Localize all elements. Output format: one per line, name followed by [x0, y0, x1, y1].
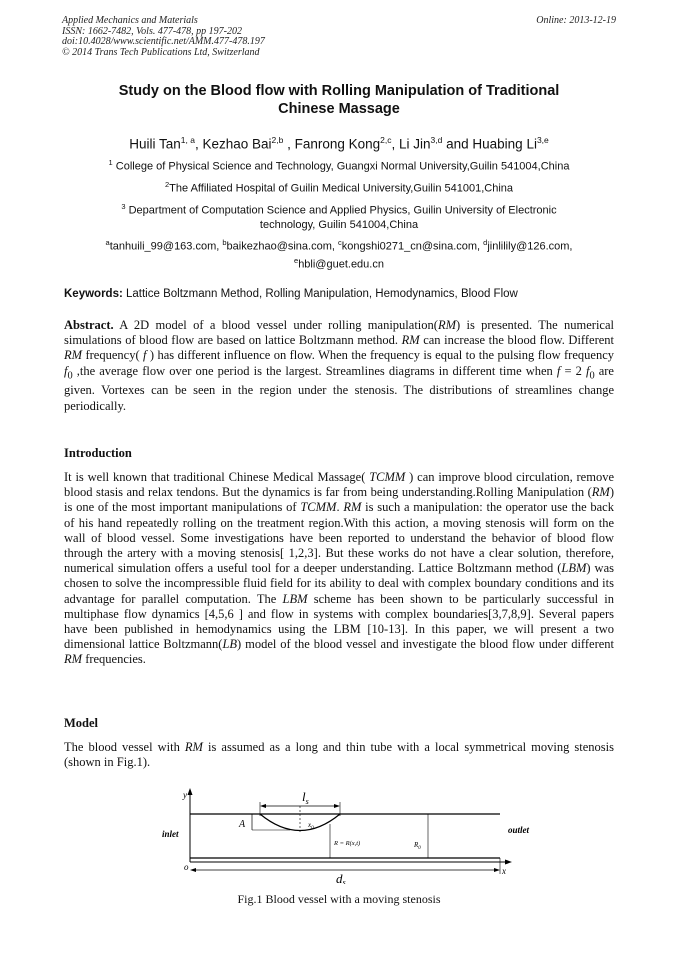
affiliation-2 — [60, 178, 618, 196]
author-sep: and — [442, 136, 473, 152]
text-run: scheme has been shown to be particularly successful in multiphase flow dynamics [4,5,6 ] and flow in systems with complex boundaries[3,7,8,9]. Several papers have been published in hemodynamics using the LBM [10-13]. In this paper, we will present a two dimensional lattice Boltzmann( — [64, 591, 614, 652]
section-heading-introduction: Introduction — [64, 446, 132, 460]
text-run: TCMM — [300, 500, 337, 515]
ds-arrow-right — [494, 868, 500, 872]
radius-label: R = R(x,t) — [334, 840, 361, 847]
outlet-label: outlet — [508, 825, 530, 835]
r0-subscript: 0 — [418, 846, 421, 851]
text-run: The blood vessel with — [64, 740, 185, 754]
text-run: RM — [343, 500, 362, 515]
aff-text: technology, Guilin 541004,China — [259, 218, 419, 231]
text-run: ) was chosen to solve the incompressible fluid field for its ability to deal with complex boundary conditions and its advantage for parallel computation. The — [64, 561, 614, 606]
section-heading-model: Model — [64, 716, 99, 730]
figure-1-blood-vessel — [150, 784, 545, 884]
text-run: is such a manipulation: the operator use the back of his hand repeatedly rolling on the treatment region.With this action, a moving stenosis will form on the wall of blood vessel. Some investigations have been reported to understand the behavior of blood flow through the artery with a moving stenosis[ 1,2,3]. But these works do not have a clear solution, therefore, numerical simulation offers a useful tool for a deeper understanding. Lattice Boltzmann method ( — [64, 500, 614, 576]
aff-sup: 2 — [165, 180, 170, 189]
text-run: 0 — [589, 370, 595, 382]
email-link[interactable]: baikezhao@sina.com, — [226, 240, 338, 253]
text-run: can increase the blood flow. Different — [419, 333, 614, 348]
abstract-label: Abstract. — [64, 318, 114, 332]
affiliation-1 — [60, 156, 618, 174]
text-run: f — [585, 363, 590, 378]
text-run: RM — [591, 485, 610, 500]
paper-title — [70, 82, 608, 118]
email-link[interactable]: tanhuili_99@163.com, — [109, 240, 223, 253]
author-sup: 3,e — [536, 135, 549, 145]
online-date: Online: 2013-12-19 — [536, 15, 616, 26]
amplitude-label: A — [239, 819, 246, 830]
text-run: A 2D model of a blood vessel under rolling manipulation( — [113, 318, 438, 332]
aff-text: The Affiliated Hospital of Guilin Medical University,Guilin 541001,China — [169, 182, 513, 195]
text-run: LBM — [561, 561, 587, 576]
affiliation-3 — [60, 200, 618, 232]
model-paragraph — [64, 740, 614, 770]
title-line-2: Chinese Massage — [278, 101, 400, 117]
keywords — [64, 287, 624, 301]
ls-symbol: l — [302, 789, 306, 804]
text-run: LB — [222, 637, 238, 652]
author-sup: 1, a — [180, 135, 195, 145]
x-axis-label: x — [502, 866, 506, 876]
author-name: Kezhao Bai — [202, 136, 272, 152]
text-run: f — [556, 363, 561, 378]
text-run: frequency( — [82, 348, 144, 363]
doi-line: doi:10.4028/www.scientific.net/AMM.477-478.197 — [62, 36, 265, 47]
text-run: 0 — [67, 370, 73, 382]
author-name: Huili Tan — [129, 136, 181, 152]
text-run: are given. Vortexes can be seen in the region under the stenosis. The distributions of streamlines change periodically. — [64, 363, 614, 413]
email-sup: d — [483, 238, 488, 247]
text-run: f — [64, 363, 68, 378]
inlet-label: inlet — [162, 829, 179, 839]
text-run: ) model of the blood vessel and investigate the blood flow under different — [237, 637, 615, 652]
author-name: Huabing Li — [472, 136, 537, 152]
author-sup: 2,c — [380, 135, 392, 145]
text-run: is assumed as a long and thin tube with a local symmetrical moving stenosis (shown in Fig.1). — [64, 740, 615, 770]
text-run: RM — [401, 333, 420, 348]
email-sup: c — [338, 238, 342, 247]
text-run: . — [336, 500, 344, 515]
text-run: = 2 — [560, 363, 586, 378]
introduction-paragraph — [64, 470, 614, 668]
ds-label — [336, 871, 346, 884]
text-run: f — [143, 348, 147, 363]
author-name: Li Jin — [399, 136, 431, 152]
email-sup: b — [222, 238, 227, 247]
journal-name: Applied Mechanics and Materials — [62, 15, 198, 26]
email-list — [60, 236, 618, 271]
copyright-line: © 2014 Trans Tech Publications Ltd, Switzerland — [62, 46, 260, 58]
author-sup: 2,b — [271, 135, 284, 145]
email-link[interactable]: jinlilily@126.com, — [487, 240, 573, 253]
aff-sup: 3 — [121, 202, 126, 211]
author-name: Fanrong Kong — [294, 136, 381, 152]
ls-arrow-right — [334, 804, 340, 808]
x0-symbol: x — [308, 821, 312, 829]
text-run: ) has different influence on flow. When the frequency is equal to the pulsing flow frequency — [146, 348, 614, 363]
author-list — [40, 132, 638, 153]
aff-text: Department of Computation Science and Applied Physics, Guilin University of Electronic — [128, 204, 557, 217]
email-link[interactable]: kongshi0271_cn@sina.com, — [341, 240, 484, 253]
ls-arrow-left — [260, 804, 266, 808]
ls-subscript: s — [305, 797, 309, 806]
text-run: LBM — [282, 591, 308, 606]
text-run: ,the average flow over one period is the largest. Streamlines diagrams in different time when — [72, 363, 557, 378]
keywords-label: Keywords: — [64, 288, 123, 300]
figure-1-caption: Fig.1 Blood vessel with a moving stenosis — [237, 892, 441, 906]
email-sup: a — [105, 238, 110, 247]
keywords-text: Lattice Boltzmann Method, Rolling Manipulation, Hemodynamics, Blood Flow — [126, 288, 518, 300]
author-sep: , — [391, 136, 400, 152]
x0-subscript: 0 — [311, 826, 314, 831]
text-run: ) is presented. The numerical simulations of blood flow are based on lattice Boltzmann method. — [64, 318, 614, 348]
author-sep: , — [194, 136, 203, 152]
email-link[interactable]: hbli@guet.edu.cn — [298, 258, 384, 271]
text-run: RM — [437, 318, 456, 332]
author-sup: 3,d — [430, 135, 443, 145]
text-run: ) can improve blood circulation, remove blood stasis and relax tendons. But the dynamics is far from being understanding.Rolling Manipulation ( — [64, 470, 614, 500]
ds-symbol: d — [336, 871, 343, 884]
text-run: ) is one of the most important manipulations of — [64, 485, 614, 515]
email-sup: e — [294, 255, 299, 265]
journal-header — [62, 16, 265, 58]
aff-sup: 1 — [108, 158, 113, 167]
ds-arrow-left — [190, 868, 196, 872]
aff-text: College of Physical Science and Technology, Guangxi Normal University,Guilin 541004,China — [115, 160, 570, 173]
text-run: RM — [64, 652, 83, 667]
author-sep: , — [283, 136, 295, 152]
r0-symbol: R — [414, 841, 419, 849]
text-run: TCMM — [369, 470, 406, 484]
ls-label — [302, 789, 309, 806]
title-line-1: Study on the Blood flow with Rolling Manipulation of Traditional — [118, 83, 560, 99]
ds-subscript: s — [342, 878, 346, 884]
issn-line: ISSN: 1662-7482, Vols. 477-478, pp 197-202 — [62, 25, 242, 37]
x-axis-arrow — [505, 860, 512, 865]
y-axis-label: y — [183, 790, 187, 800]
r0-label — [413, 841, 421, 851]
y-axis-arrow — [188, 788, 193, 795]
text-run: frequencies. — [82, 652, 146, 667]
origin-label: o — [184, 862, 189, 872]
text-run: It is well known that traditional Chinese Medical Massage( — [64, 470, 370, 484]
text-run: RM — [184, 740, 203, 754]
abstract — [64, 318, 614, 414]
text-run: RM — [64, 348, 83, 363]
